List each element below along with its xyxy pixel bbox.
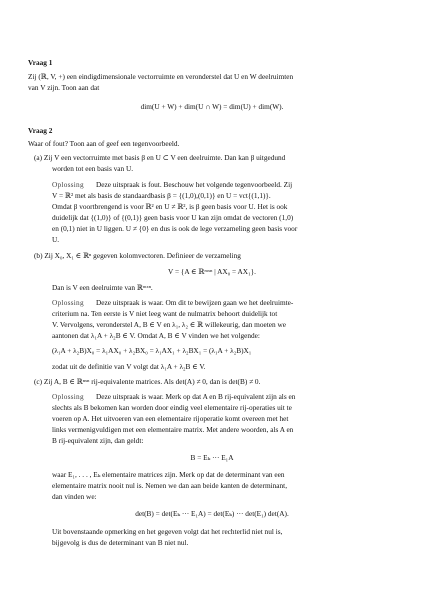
text-line: bijgevolg is dus de determinant van B niet nul. [52,538,189,547]
text-line: U. [52,235,60,244]
text-line: Oplossing [52,392,84,401]
text-line: Vraag 1 [28,58,53,67]
text-line: worden tot een basis van U. [52,164,134,173]
text-line: links vermenigvuldigen met een elementaire matrix. Met andere woorden, als A en [52,425,294,434]
text-line: Omdat β voortbrengend is voor ℝ² en U ≠ ℝ², is β geen basis voor U. Het is ook [52,202,288,211]
text-line: dim(U + W) + dim(U ∩ W) = dim(U) + dim(W). [140,102,284,111]
text-line: Waar of fout? Toon aan of geef een tegenvoorbeeld. [28,139,180,148]
text-line: aantonen dat λ₁A + λ₂B ∈ V. Omdat A, B ∈ V vinden we het volgende: [52,331,260,340]
text-line: Deze uitspraak is waar. Om dit te bewijzen gaan we het deelruimte- [96,298,294,307]
text-line: Dan is V een deelruimte van ℝᵐˣⁿ. [52,283,153,292]
text-line: Oplossing [52,298,84,307]
text-line: waar E₁, . . . , Eₖ elementaire matrices zijn. Merk op dat de determinant van een [52,470,285,479]
text-line: V. Vervolgens, veronderstel A, B ∈ V en λ₁, λ₂ ∈ ℝ willekeurig, dan moeten we [52,320,286,329]
text-line: zodat uit de definitie van V volgt dat λ₁A + λ₂B ∈ V. [52,362,206,371]
text-line: Zij (ℝ, V, +) een eindigdimensionale vectorruimte en veronderstel dat U en W deelruimten [28,72,294,81]
text-line: van V zijn. Toon aan dat [28,83,100,92]
text-line: Vraag 2 [28,126,53,135]
text-line: (a) Zij V een vectorruimte met basis β en U ⊂ V een deelruimte. Dan kan β uitgedund [34,153,286,162]
text-line: Oplossing [52,180,84,189]
text-line: dan vinden we: [52,492,97,501]
text-line: Uit bovenstaande opmerking en het gegeven volgt dat het rechterlid niet nul is, [52,527,283,536]
text-line: criterium na. Ten eerste is V niet leeg want de nulmatrix behoort duidelijk tot [52,309,278,318]
text-line: Deze uitspraak is waar. Merk op dat A en B rij-equivalent zijn als en [96,392,296,401]
text-line: Deze uitspraak is fout. Beschouw het volgende tegenvoorbeeld. Zij [96,180,293,189]
text-line: elementaire matrix nooit nul is. Nemen we dan aan beide kanten de determinant, [52,481,288,490]
text-line: en (0,1) niet in U liggen. U ≠ {0} en dus is ook de lege verzameling geen basis voor [52,224,298,233]
text-line: (b) Zij X₀, X₁ ∈ ℝⁿ gegeven kolomvectoren. Definieer de verzameling [34,251,241,260]
text-line: B = Eₖ ··· E₁A [190,453,234,462]
text-line: V = {A ∈ ℝᵐˣⁿ | AX₀ = AX₁}. [168,267,256,276]
text-line: V = ℝ² met als basis de standaardbasis β = {(1,0),(0,1)} en U = vct{(1,1)}. [52,191,271,200]
text-line: voeren op A. Het uitvoeren van een elementaire rijoperatie komt overeen met het [52,414,289,423]
text-line: duidelijk dat {(1,0)} of {(0,1)} geen basis voor U kan zijn omdat de vectoren (1,0) [52,213,294,222]
text-line: slechts als B bekomen kan worden door eindig veel elementaire rij-operaties uit te [52,403,292,412]
text-line: (c) Zij A, B ∈ ℝⁿˣⁿ rij-equivalente matrices. Als det(A) ≠ 0, dan is det(B) ≠ 0. [34,377,261,386]
text-line: B rij-equivalent zijn, dan geldt: [52,436,144,445]
text-line: (λ₁A + λ₂B)X₀ = λ₁AX₀ + λ₂BX₀ = λ₁AX₁ + λ₂BX₁ = (λ₁A + λ₂B)X₁ [52,346,252,355]
text-line: det(B) = det(Eₖ ··· E₁A) = det(Eₖ) ··· det(E₁) det(A). [135,509,289,518]
